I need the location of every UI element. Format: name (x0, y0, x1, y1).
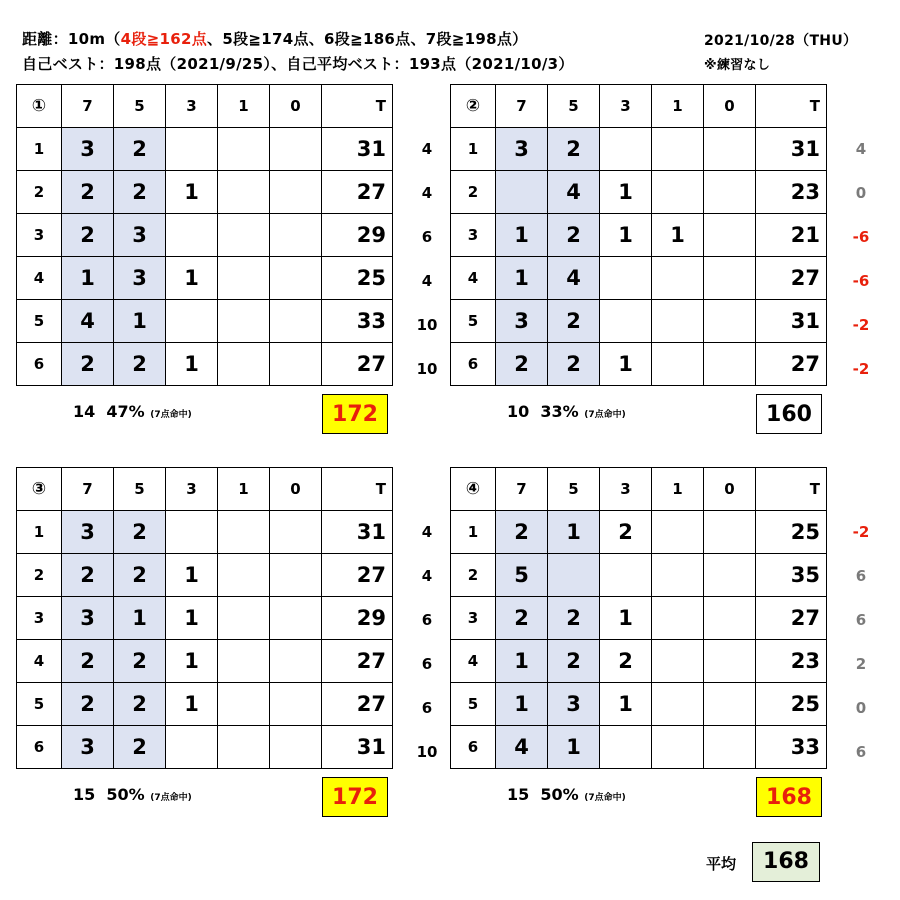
count-cell (270, 640, 322, 683)
end-number: 4 (17, 640, 62, 683)
end-total: 27 (322, 171, 393, 214)
end-number: 3 (17, 597, 62, 640)
round-label: ① (17, 85, 62, 128)
end-number: 3 (451, 597, 496, 640)
round-table-1 (16, 84, 393, 386)
hit-percentage: 50% (540, 785, 579, 804)
count-cell (600, 726, 652, 769)
count-cell (218, 214, 270, 257)
count-cell: 2 (114, 554, 166, 597)
distance-marker: 6 (421, 655, 433, 673)
count-cell (166, 726, 218, 769)
table-row (17, 511, 393, 554)
end-total: 27 (322, 554, 393, 597)
table-row (17, 128, 393, 171)
header-row (451, 468, 827, 511)
count-cell: 1 (600, 214, 652, 257)
count-cell: 1 (114, 300, 166, 343)
end-total: 23 (756, 171, 827, 214)
header-row (17, 85, 393, 128)
count-cell: 1 (114, 597, 166, 640)
count-cell (218, 597, 270, 640)
end-number: 3 (451, 214, 496, 257)
column-header: 1 (218, 468, 270, 511)
distance-marker: 4 (421, 272, 433, 290)
count-cell: 2 (548, 300, 600, 343)
end-total: 27 (322, 683, 393, 726)
end-number: 1 (17, 511, 62, 554)
count-cell: 2 (548, 128, 600, 171)
count-cell (218, 257, 270, 300)
count-cell (166, 300, 218, 343)
end-number: 4 (17, 257, 62, 300)
hit-percentage: 47% (106, 402, 145, 421)
count-cell (270, 300, 322, 343)
table-row (17, 171, 393, 214)
score-difference: -6 (852, 228, 870, 246)
end-number: 6 (451, 726, 496, 769)
count-cell (270, 343, 322, 386)
count-cell: 2 (114, 640, 166, 683)
count-cell: 2 (548, 343, 600, 386)
count-cell: 1 (600, 597, 652, 640)
count-cell: 3 (496, 300, 548, 343)
table-row (17, 726, 393, 769)
end-number: 6 (17, 343, 62, 386)
count-cell (652, 554, 704, 597)
count-cell: 1 (600, 683, 652, 726)
end-total: 25 (756, 511, 827, 554)
count-cell: 2 (496, 343, 548, 386)
round-label: ② (451, 85, 496, 128)
count-cell (218, 300, 270, 343)
count-cell: 2 (62, 171, 114, 214)
count-cell (600, 554, 652, 597)
round-table-4 (450, 467, 827, 769)
count-cell (166, 214, 218, 257)
round-table-3 (16, 467, 393, 769)
count-cell: 1 (652, 214, 704, 257)
count-cell: 2 (114, 511, 166, 554)
count-cell: 2 (114, 683, 166, 726)
header-best-line: 自己ベスト：198点（2021/9/25）、自己平均ベスト：193点（2021/10/3） (22, 55, 574, 73)
count-cell: 1 (166, 257, 218, 300)
count-cell: 3 (62, 511, 114, 554)
score-table (16, 84, 393, 386)
table-row (451, 511, 827, 554)
count-cell (270, 214, 322, 257)
score-difference: -6 (852, 272, 870, 290)
distance-marker: 4 (421, 184, 433, 202)
score-difference: 6 (855, 611, 867, 629)
count-cell: 4 (496, 726, 548, 769)
count-cell (704, 128, 756, 171)
header-distance-rest: 、5段≧174点、6段≧186点、7段≧198点） (207, 30, 528, 48)
count-cell: 2 (600, 511, 652, 554)
count-cell (704, 683, 756, 726)
count-cell (166, 128, 218, 171)
average-label: 平均 (706, 855, 737, 873)
column-header: 7 (496, 468, 548, 511)
count-cell (270, 683, 322, 726)
end-total: 33 (322, 300, 393, 343)
distance-marker: 6 (421, 611, 433, 629)
count-cell (652, 343, 704, 386)
distance-marker: 10 (416, 743, 438, 761)
score-difference: 6 (855, 743, 867, 761)
end-number: 5 (17, 683, 62, 726)
count-cell: 1 (166, 640, 218, 683)
table-row (451, 726, 827, 769)
score-difference: 0 (855, 699, 867, 717)
column-header: 5 (548, 468, 600, 511)
round-table-2 (450, 84, 827, 386)
table-row (451, 214, 827, 257)
header-row (17, 468, 393, 511)
header-distance-line (22, 28, 527, 49)
count-cell (704, 257, 756, 300)
column-header: 1 (218, 85, 270, 128)
count-cell: 2 (496, 597, 548, 640)
end-total: 27 (322, 640, 393, 683)
table-row (17, 640, 393, 683)
count-cell (600, 300, 652, 343)
count-cell: 1 (496, 257, 548, 300)
hit-count: 15 (73, 785, 96, 804)
count-cell (704, 597, 756, 640)
column-header: T (756, 85, 827, 128)
count-cell: 2 (62, 640, 114, 683)
score-difference: 2 (855, 655, 867, 673)
column-header: 5 (114, 85, 166, 128)
column-header: 1 (652, 468, 704, 511)
count-cell: 2 (62, 214, 114, 257)
count-cell: 1 (548, 726, 600, 769)
count-cell (218, 554, 270, 597)
column-header: 0 (704, 85, 756, 128)
column-header: 3 (600, 85, 652, 128)
table-row (451, 128, 827, 171)
distance-marker: 10 (416, 360, 438, 378)
count-cell: 5 (496, 554, 548, 597)
count-cell: 4 (548, 171, 600, 214)
count-cell (652, 128, 704, 171)
end-total: 31 (756, 128, 827, 171)
count-cell (166, 511, 218, 554)
end-total: 31 (756, 300, 827, 343)
round-total: 168 (756, 777, 822, 817)
count-cell (270, 128, 322, 171)
count-cell: 3 (496, 128, 548, 171)
table-row (451, 640, 827, 683)
distance-marker: 6 (421, 228, 433, 246)
count-cell: 2 (600, 640, 652, 683)
table-row (17, 257, 393, 300)
count-cell: 1 (166, 343, 218, 386)
column-header: 0 (270, 468, 322, 511)
table-row (17, 554, 393, 597)
end-total: 31 (322, 511, 393, 554)
end-number: 2 (451, 554, 496, 597)
end-total: 27 (756, 343, 827, 386)
score-table (450, 467, 827, 769)
count-cell (704, 300, 756, 343)
column-header: 3 (166, 85, 218, 128)
count-cell: 2 (496, 511, 548, 554)
count-cell (270, 554, 322, 597)
end-total: 25 (322, 257, 393, 300)
end-number: 2 (17, 171, 62, 214)
column-header: 3 (600, 468, 652, 511)
score-table (16, 467, 393, 769)
end-number: 1 (451, 511, 496, 554)
count-cell: 1 (600, 343, 652, 386)
distance-marker: 6 (421, 699, 433, 717)
count-cell (218, 511, 270, 554)
count-cell: 3 (62, 597, 114, 640)
table-row (451, 554, 827, 597)
count-cell (652, 257, 704, 300)
header-row (451, 85, 827, 128)
count-cell: 3 (548, 683, 600, 726)
end-number: 3 (17, 214, 62, 257)
count-cell: 2 (114, 343, 166, 386)
count-cell (704, 171, 756, 214)
end-total: 33 (756, 726, 827, 769)
column-header: 5 (548, 85, 600, 128)
table-row (451, 597, 827, 640)
hit-percentage: 50% (106, 785, 145, 804)
table-row (17, 343, 393, 386)
end-total: 29 (322, 214, 393, 257)
hit-stats (73, 785, 192, 804)
round-total: 160 (756, 394, 822, 434)
score-difference: -2 (852, 360, 870, 378)
header-date: 2021/10/28（THU） (704, 33, 858, 49)
column-header: 1 (652, 85, 704, 128)
hit-percentage: 33% (540, 402, 579, 421)
count-cell (218, 726, 270, 769)
count-cell (218, 640, 270, 683)
count-cell (218, 343, 270, 386)
count-cell: 2 (62, 683, 114, 726)
score-table (450, 84, 827, 386)
distance-marker: 4 (421, 567, 433, 585)
count-cell: 2 (62, 554, 114, 597)
count-cell (270, 171, 322, 214)
count-cell (704, 640, 756, 683)
count-cell (270, 726, 322, 769)
count-cell: 1 (600, 171, 652, 214)
score-difference: -2 (852, 316, 870, 334)
hit-note: (7点命中) (584, 793, 626, 803)
count-cell (600, 257, 652, 300)
round-total: 172 (322, 777, 388, 817)
header-4dan-threshold: 4段≧162点 (120, 30, 208, 48)
distance-marker: 4 (421, 140, 433, 158)
count-cell (652, 640, 704, 683)
end-total: 27 (756, 257, 827, 300)
count-cell (270, 597, 322, 640)
count-cell (704, 214, 756, 257)
hit-count: 15 (507, 785, 530, 804)
hit-note: (7点命中) (150, 410, 192, 420)
count-cell (652, 171, 704, 214)
count-cell: 1 (166, 171, 218, 214)
table-row (17, 300, 393, 343)
column-header: 7 (496, 85, 548, 128)
count-cell: 2 (548, 214, 600, 257)
end-number: 2 (451, 171, 496, 214)
count-cell: 1 (62, 257, 114, 300)
column-header: 3 (166, 468, 218, 511)
column-header: 0 (704, 468, 756, 511)
count-cell (652, 726, 704, 769)
count-cell (704, 343, 756, 386)
count-cell: 1 (496, 640, 548, 683)
table-row (451, 300, 827, 343)
count-cell (218, 683, 270, 726)
end-number: 1 (17, 128, 62, 171)
column-header: 7 (62, 468, 114, 511)
count-cell: 3 (62, 128, 114, 171)
count-cell: 3 (114, 257, 166, 300)
count-cell (496, 171, 548, 214)
column-header: T (756, 468, 827, 511)
count-cell: 2 (548, 640, 600, 683)
end-total: 21 (756, 214, 827, 257)
hit-count: 10 (507, 402, 530, 421)
count-cell (218, 128, 270, 171)
count-cell (600, 128, 652, 171)
end-number: 6 (451, 343, 496, 386)
hit-note: (7点命中) (584, 410, 626, 420)
end-number: 4 (451, 257, 496, 300)
count-cell: 3 (114, 214, 166, 257)
count-cell: 4 (548, 257, 600, 300)
hit-note: (7点命中) (150, 793, 192, 803)
count-cell (704, 726, 756, 769)
count-cell (218, 171, 270, 214)
count-cell (270, 257, 322, 300)
end-total: 27 (756, 597, 827, 640)
distance-marker: 4 (421, 523, 433, 541)
table-row (451, 257, 827, 300)
column-header: 0 (270, 85, 322, 128)
end-total: 31 (322, 128, 393, 171)
count-cell (548, 554, 600, 597)
count-cell: 2 (114, 128, 166, 171)
count-cell (704, 511, 756, 554)
count-cell: 1 (496, 214, 548, 257)
end-number: 2 (17, 554, 62, 597)
end-number: 1 (451, 128, 496, 171)
count-cell: 1 (166, 554, 218, 597)
count-cell: 1 (166, 597, 218, 640)
end-total: 27 (322, 343, 393, 386)
end-total: 25 (756, 683, 827, 726)
hit-stats (507, 785, 626, 804)
count-cell: 3 (62, 726, 114, 769)
count-cell: 4 (62, 300, 114, 343)
column-header: 5 (114, 468, 166, 511)
column-header: 7 (62, 85, 114, 128)
table-row (451, 343, 827, 386)
table-row (17, 683, 393, 726)
count-cell (270, 511, 322, 554)
count-cell (652, 683, 704, 726)
score-difference: -2 (852, 523, 870, 541)
end-total: 31 (322, 726, 393, 769)
end-number: 5 (451, 300, 496, 343)
round-label: ③ (17, 468, 62, 511)
end-number: 5 (17, 300, 62, 343)
count-cell (704, 554, 756, 597)
end-total: 29 (322, 597, 393, 640)
count-cell: 1 (548, 511, 600, 554)
end-number: 6 (17, 726, 62, 769)
count-cell: 2 (62, 343, 114, 386)
count-cell: 2 (548, 597, 600, 640)
header-distance-prefix: 距離：10m（ (22, 30, 121, 48)
table-row (451, 683, 827, 726)
column-header: T (322, 85, 393, 128)
count-cell: 2 (114, 726, 166, 769)
count-cell (652, 511, 704, 554)
count-cell (652, 300, 704, 343)
end-number: 5 (451, 683, 496, 726)
score-difference: 0 (855, 184, 867, 202)
round-total: 172 (322, 394, 388, 434)
distance-marker: 10 (416, 316, 438, 334)
header-note: ※練習なし (704, 58, 771, 73)
count-cell: 1 (166, 683, 218, 726)
hit-stats (507, 402, 626, 421)
end-total: 35 (756, 554, 827, 597)
average-value: 168 (752, 842, 820, 882)
score-difference: 4 (855, 140, 867, 158)
score-difference: 6 (855, 567, 867, 585)
table-row (17, 597, 393, 640)
count-cell (652, 597, 704, 640)
end-number: 4 (451, 640, 496, 683)
end-total: 23 (756, 640, 827, 683)
round-label: ④ (451, 468, 496, 511)
hit-stats (73, 402, 192, 421)
table-row (17, 214, 393, 257)
hit-count: 14 (73, 402, 96, 421)
count-cell: 1 (496, 683, 548, 726)
count-cell: 2 (114, 171, 166, 214)
table-row (451, 171, 827, 214)
column-header: T (322, 468, 393, 511)
